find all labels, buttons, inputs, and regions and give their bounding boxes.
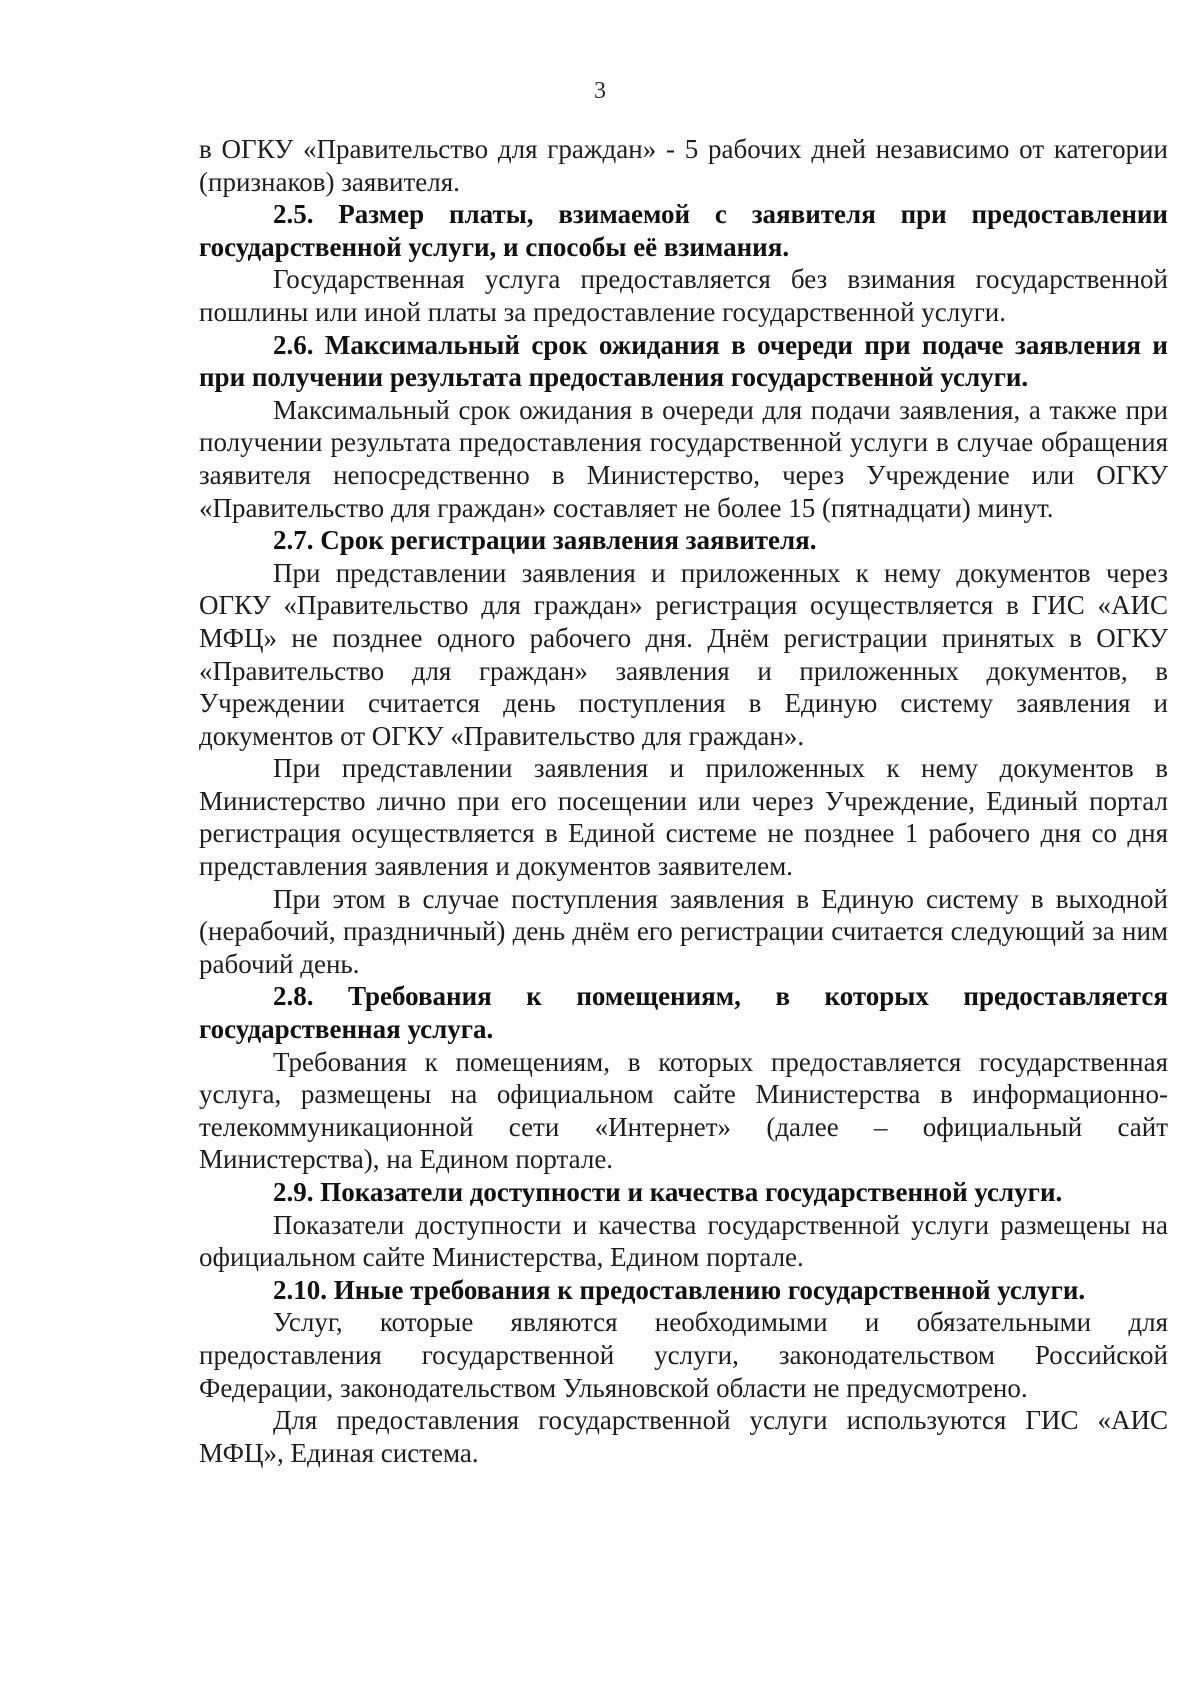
paragraph: Для предоставления государственной услуги используются ГИС «АИС МФЦ», Единая система. (199, 1405, 1168, 1468)
paragraph: Услуг, которые являются необходимыми и обязательными для предоставления государственной услуги, законодательством Российской Федерации, законодательством Ульяновской области не предусмотрено. (199, 1307, 1168, 1403)
section-heading-2-7: 2.7. Срок регистрации заявления заявителя. (273, 525, 817, 556)
paragraph: Государственная услуга предоставляется без взимания государственной пошлины или иной платы за предоставление государственной услуги. (199, 264, 1168, 327)
section-heading-2-6: 2.6. Максимальный срок ожидания в очереди при подаче заявления и при получении результата предоставления государственной услуги. (199, 329, 1168, 393)
paragraph: Максимальный срок ожидания в очереди для подачи заявления, а также при получении результата предоставления государственной услуги в случае обращения заявителя непосредственно в Министерство, через Учреждение или ОГКУ «Правительство для граждан» составляет не более 15 (пятнадцати) минут. (199, 394, 1168, 523)
paragraph: Требования к помещениям, в которых предоставляется государственная услуга, размещены на официальном сайте Министерства в информационно-телекоммуникационной сети «Интернет» (далее – официальный сайт Министерства), на Едином портале. (199, 1046, 1168, 1175)
paragraph: При этом в случае поступления заявления в Единую систему в выходной (нерабочий, праздничный) день днём его регистрации считается следующий за ним рабочий день. (199, 883, 1168, 979)
document-body (199, 133, 1168, 1469)
section-heading-2-10: 2.10. Иные требования к предоставлению государственной услуги. (273, 1274, 1086, 1305)
paragraph-continuation: в ОГКУ «Правительство для граждан» - 5 рабочих дней независимо от категории (признаков) заявителя. (199, 134, 1168, 197)
section-heading-2-9: 2.9. Показатели доступности и качества государственной услуги. (273, 1177, 1063, 1207)
paragraph: При представлении заявления и приложенных к нему документов в Министерство лично при его посещении или через Учреждение, Единый портал регистрация осуществляется в Единой системе не позднее 1 рабочего дня со дня представления заявления и документов заявителем. (199, 753, 1168, 882)
section-heading-2-8: 2.8. Требования к помещениям, в которых предоставляется государственная услуга. (199, 981, 1168, 1045)
section-heading-2-5: 2.5. Размер платы, взимаемой с заявителя при предоставлении государственной услуги, и способы её взимания. (199, 199, 1168, 262)
paragraph: Показатели доступности и качества государственной услуги размещены на официальном сайте Министерства, Едином портале. (199, 1209, 1168, 1273)
paragraph: При представлении заявления и приложенных к нему документов через ОГКУ «Правительство для граждан» регистрация осуществляется в ГИС «АИС МФЦ» не позднее одного рабочего дня. Днём регистрации принятых в ОГКУ «Правительство для граждан» заявления и приложенных документов, в Учреждении считается день поступления в Единую систему заявления и документов от ОГКУ «Правительство для граждан». (199, 557, 1168, 751)
page-number: 3 (594, 78, 606, 104)
